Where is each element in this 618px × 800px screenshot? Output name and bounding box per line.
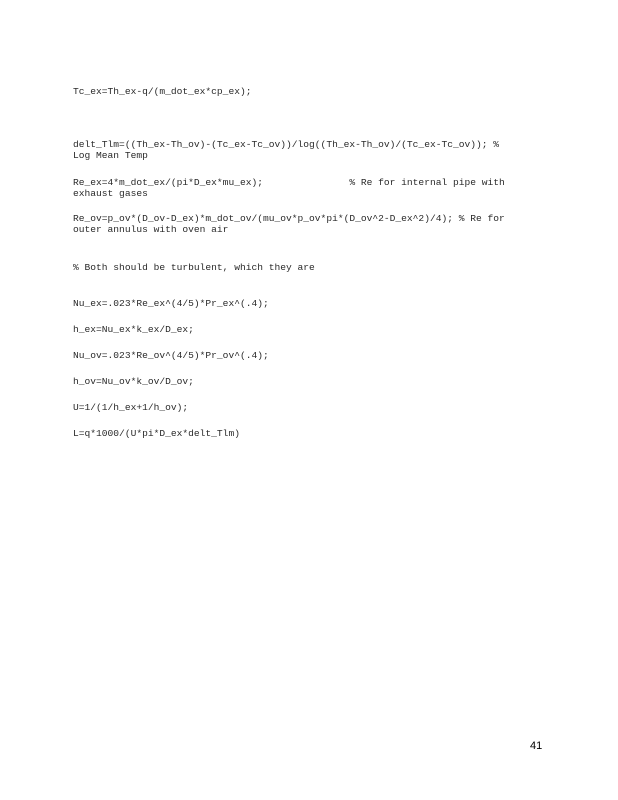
code-line-nu-ex: Nu_ex=.023*Re_ex^(4/5)*Pr_ex^(.4); xyxy=(73,298,269,309)
code-line-delt-tlm-comment: Log Mean Temp xyxy=(73,150,148,161)
code-line-l: L=q*1000/(U*pi*D_ex*delt_Tlm) xyxy=(73,428,240,439)
code-line-delt-tlm: delt_Tlm=((Th_ex-Th_ov)-(Tc_ex-Tc_ov))/log((Th_ex-Th_ov)/(Tc_ex-Tc_ov)); % xyxy=(73,139,500,150)
page-number: 41 xyxy=(530,740,543,752)
code-line-re-ov-comment: outer annulus with oven air xyxy=(73,224,229,235)
code-line-nu-ov: Nu_ov=.023*Re_ov^(4/5)*Pr_ov^(.4); xyxy=(73,350,269,361)
code-line-re-ex: Re_ex=4*m_dot_ex/(pi*D_ex*mu_ex); % Re for internal pipe with xyxy=(73,177,505,188)
code-line-u: U=1/(1/h_ex+1/h_ov); xyxy=(73,402,189,413)
code-line-re-ex-comment: exhaust gases xyxy=(73,188,148,199)
code-line-h-ov: h_ov=Nu_ov*k_ov/D_ov; xyxy=(73,376,194,387)
code-line-h-ex: h_ex=Nu_ex*k_ex/D_ex; xyxy=(73,324,194,335)
code-line-re-ov: Re_ov=p_ov*(D_ov-D_ex)*m_dot_ov/(mu_ov*p_ov*pi*(D_ov^2-D_ex^2)/4); % Re for xyxy=(73,213,505,224)
code-line-tc-ex: Tc_ex=Th_ex-q/(m_dot_ex*cp_ex); xyxy=(73,86,252,97)
code-line-turbulent-comment: % Both should be turbulent, which they are xyxy=(73,262,315,273)
